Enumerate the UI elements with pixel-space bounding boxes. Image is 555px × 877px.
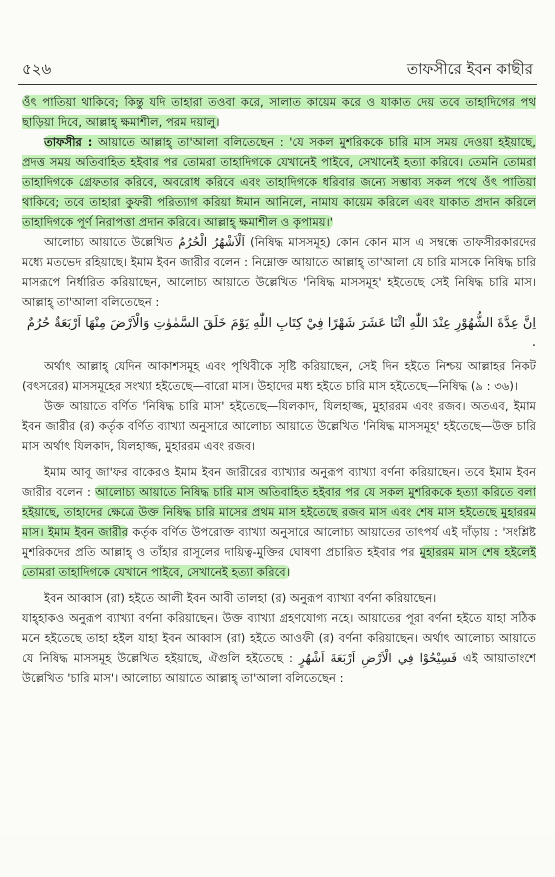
text: কর্তৃক বর্ণিত উপরোক্ত ব্যাখ্যা অনুসারে আলোচ্য আয়াতের তাৎপর্য এই দাঁড়ায় : 'সংশ্লিষ্ট মুশরিকদের প্রতি আল্লাহ্ ও তাঁহার রাসূলের দায়িত্ব-মুক্তির ঘোষণা প্রচারিত হইবার পর — [22, 525, 537, 559]
text: যাহ্হাকও অনুরূপ ব্যাখ্যা বর্ণনা করিয়াছেন। উক্ত ব্যাখ্যা গ্রহণযোগ্য নহে। আয়াতের পূরা বর্ণনা হইতে যাহা সঠিক মনে হইতেছে তাহা হইল যাহা ইবন আব্বাস (রা) হইতে আওফী (র) বর্ণনা করিয়াছেন। অর্থাৎ আলোচ্য আয়াতে যে নিষিদ্ধ মাসসমূহ উল্লেখিত হইয়াছে, ঐগুলি হইতেছে : — [22, 611, 536, 665]
highlighted-text: ওঁৎ পাতিয়া থাকিবে; কিন্তু যদি তাহারা তওবা করে, সালাত কায়েম করে ও যাকাত দেয় তবে তাহাদিগের পথ ছাড়িয়া দিবে, আল্লাহ্ ক্ষমাশীল, পরম দয়ালু। — [22, 95, 536, 129]
text: এই আয়াতাংশে উল্লেখিত 'চারি মাস'। আলোচ্য আয়াতে আল্লাহ্ তা'আলা বলিতেছেন : — [22, 651, 536, 685]
text: ইমাম আবূ জা'ফর বাকেরও ইমাম ইবন জারীরের ব্যাখ্যার অনুরূপ ব্যাখ্যা বর্ণনা করিয়াছেন। তবে ইমাম ইবন জারীর বলেন : — [22, 465, 536, 499]
page-number: ৫২৬ — [22, 60, 52, 78]
highlighted-text — [22, 135, 536, 229]
paragraph-8 — [22, 608, 536, 688]
tafsir-label: তাফসীর : — [44, 135, 93, 149]
page-body — [22, 92, 536, 688]
page-bottom-margin — [0, 835, 555, 877]
highlighted-text: মুহাররম মাস শেষ হইলেই তোমরা তাহাদিগকে যেখানে পাইবে, সেখানেই হত্যা করিবে। — [22, 545, 536, 579]
text: (নিষিদ্ধ মাসসমূহ) কোন কোন মাস এ সম্বন্ধে তাফসীরকারদের মধ্যে মতভেদ রহিয়াছে। ইমাম ইবন জারীর বলেন : নিম্নোক্ত আয়াতে আল্লাহ্ তা'আলা যে চারি মাসকে নিষিদ্ধ চারি মাসরূপে নির্ধারিত করিয়াছেন, আলোচ্য আয়াতে উল্লেখিত 'নিষিদ্ধ মাসসমূহ' হইতেছে সেই নিষিদ্ধ চারি মাস। আল্লাহ্ তা'আলা বলিতেছেন : — [22, 235, 536, 309]
paragraph-6 — [22, 462, 536, 582]
paragraph-5: উক্ত আয়াতে বর্ণিত 'নিষিদ্ধ চারি মাস' হইতেছে—যিলকাদ, যিলহাজ্জ, মুহাররম এবং রজব। অতএব, ইমাম ইবন জারীর (র) কর্তৃক বর্ণিত ব্যাখ্যা অনুসারে আলোচ্য আয়াতে উল্লেখিত 'নিষিদ্ধ মাসসমূহ' হইতেছে—উক্ত চারি মাস অর্থাৎ যিলকাদ, যিলহাজ্জ, মুহাররম এবং রজব। — [22, 399, 536, 453]
header-rule — [18, 84, 537, 85]
paragraph-4: অর্থাৎ আল্লাহ্ যেদিন আকাশসমূহ এবং পৃথিবীকে সৃষ্টি করিয়াছেন, সেই দিন হইতে নিশ্চয় আল্লাহর নিকট (বৎসরের) মাসসমূহের সংখ্যা হইতেছে—বারো মাস। উহাদের মধ্য হইতে চারি মাস হইতেছে—নিষিদ্ধ (৯ : ৩৬)। — [22, 359, 536, 393]
paragraph-tafsir — [22, 132, 536, 232]
text: আলোচ্য আয়াতে উল্লেখিত — [44, 235, 179, 249]
arabic-phrase: فَسِيْحُوْا فِي الْاَرْضِ اَرْبَعَةَ اَشْهُرٍ — [298, 651, 457, 665]
running-head: তাফসীরে ইবন কাছীর — [406, 60, 533, 78]
paragraph-3 — [22, 232, 536, 312]
paragraph-1 — [22, 92, 536, 132]
arabic-phrase: اَلْاَشْهُرُ الْحُرُمُ — [178, 235, 245, 249]
arabic-verse: اِنَّ عِدَّةَ الشُّهُوْرِ عِنْدَ اللّٰهِ اثْنَا عَشَرَ شَهْرًا فِيْ كِتَابِ اللّٰهِ يَوْمَ خَلَقَ السَّمٰوٰتِ وَالْاَرْضَ مِنْهَا اَرْبَعَةٌ حُرُمٌ . — [26, 316, 536, 350]
highlighted-text: আলোচ্য আয়াতে নিষিদ্ধ চারি মাস অতিবাহিত হইবার পর যে সকল মুশরিককে হত্যা করিতে বলা হইয়াছে, তাহাদের ক্ষেত্রে উক্ত নিষিদ্ধ চারি মাসের প্রথম মাস হইতেছে রজব মাস এবং শেষ মাস হইতেছে মুহাররম মাস। ইমাম ইবন জারীর — [22, 485, 536, 539]
tafsir-text: আয়াতে আল্লাহ্ তা'আলা বলিতেছেন : 'যে সকল মুশরিককে চারি মাস সময় দেওয়া হইয়াছে, প্রদত্ত সময় অতিবাহিত হইবার পর তোমরা তাহাদিগকে যেখানেই পাইবে, সেখানেই হত্যা করিবে। তেমনি তোমরা তাহাদিগকে গ্রেফতার করিবে, অবরোধ করিবে এবং তাহাদিগকে ধরিবার জন্যে সম্ভাব্য সকল পথে ওঁৎ পাতিয়া থাকিবে; তবে তাহারা কুফরী পরিত্যাগ করিয়া ঈমান আনিলে, নামায কায়েম করিলে এবং যাকাত প্রদান করিলে তাহাদিগকে পূর্ণ নিরাপত্তা প্রদান করিবে। আল্লাহ্ ক্ষমাশীল ও কৃপাময়।' — [22, 135, 536, 229]
page-header — [22, 58, 533, 82]
paragraph-7: ইবন আব্বাস (রা) হইতে আলী ইবন আবী তালহা (র) অনুরূপ ব্যাখ্যা বর্ণনা করিয়াছেন। — [44, 591, 437, 605]
